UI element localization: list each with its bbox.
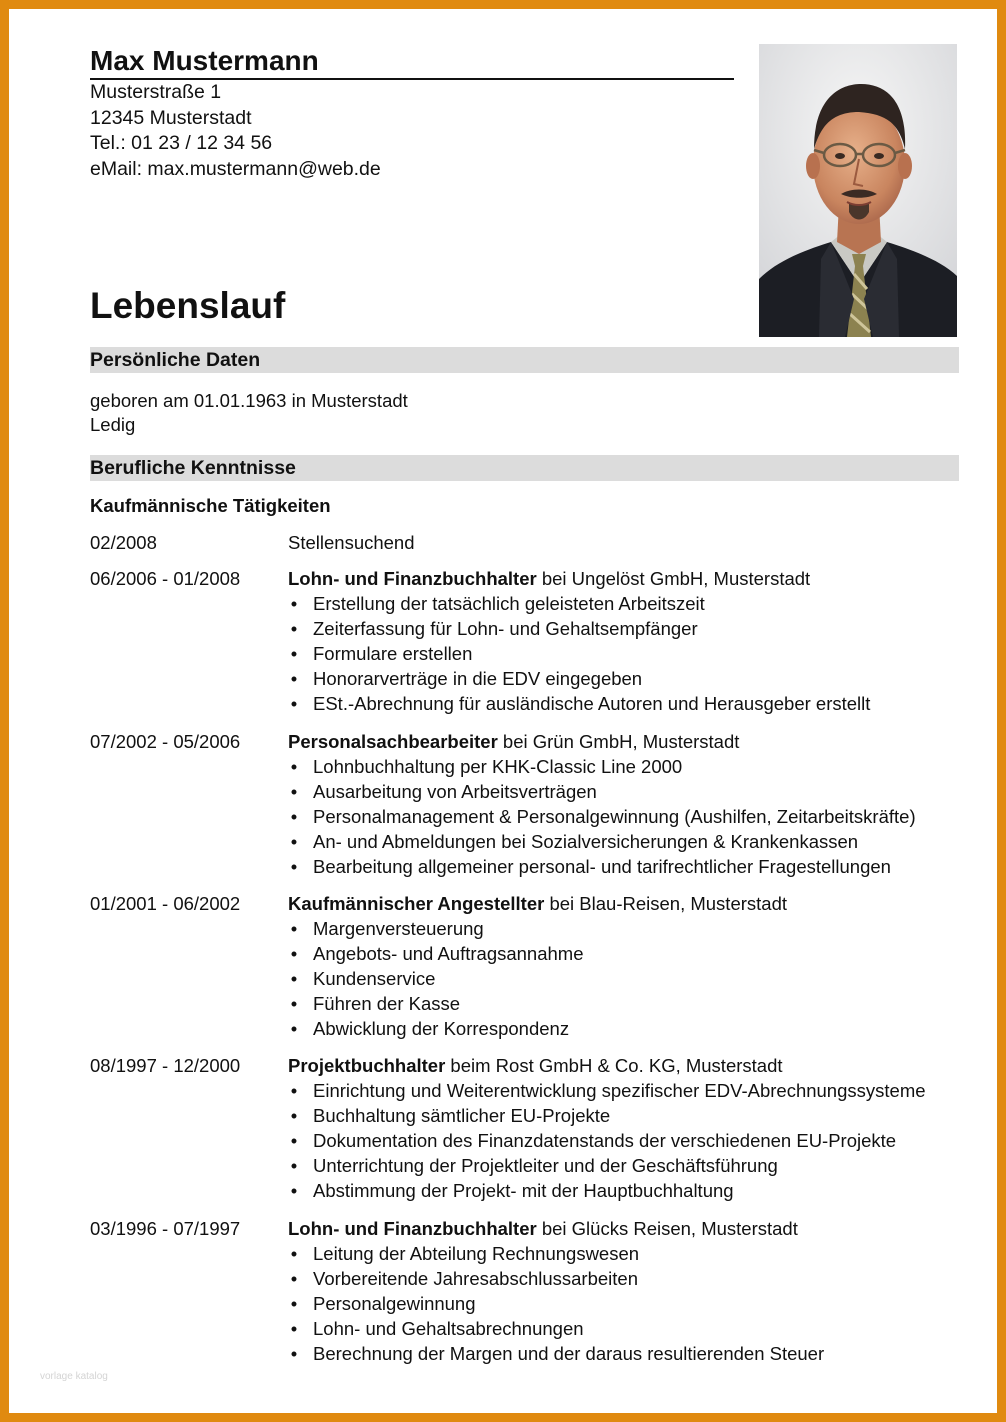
entry-body [288, 1216, 960, 1366]
bullet-icon: • [290, 1018, 298, 1039]
employer-text: Stellensuchend [288, 532, 415, 553]
street-line: Musterstraße 1 [90, 81, 222, 103]
task-item [288, 854, 960, 879]
task-item [288, 916, 960, 941]
task-item [288, 1078, 960, 1103]
job-title: Lohn- und Finanzbuchhalter [288, 1218, 537, 1239]
employer-text: beim Rost GmbH & Co. KG, Musterstadt [445, 1055, 783, 1076]
bullet-icon: • [290, 831, 298, 852]
skills-subheading: Kaufmännische Tätigkeiten [90, 495, 331, 516]
bullet-icon: • [290, 643, 298, 664]
entry-headline [288, 729, 960, 754]
task-text: Abstimmung der Projekt- mit der Hauptbuchhaltung [313, 1180, 734, 1201]
bullet-icon: • [290, 1180, 298, 1201]
entry-date: 06/2006 - 01/2008 [90, 568, 241, 589]
task-item [288, 1103, 960, 1128]
task-text: Unterrichtung der Projektleiter und der Geschäftsführung [313, 1155, 778, 1176]
employer-text: bei Blau-Reisen, Musterstadt [544, 893, 787, 914]
entry-body [288, 729, 960, 879]
bullet-icon: • [290, 1343, 298, 1364]
task-text: Personalgewinnung [313, 1293, 476, 1314]
section-skills-heading: Berufliche Kenntnisse [90, 455, 959, 481]
marital-status: Ledig [90, 414, 136, 435]
bullet-icon: • [290, 1105, 298, 1126]
task-item [288, 754, 960, 779]
applicant-photo [759, 44, 957, 337]
task-item [288, 991, 960, 1016]
task-item [288, 1241, 960, 1266]
task-text: Zeiterfassung für Lohn- und Gehaltsempfänger [313, 618, 698, 639]
task-item [288, 691, 960, 716]
job-title: Projektbuchhalter [288, 1055, 446, 1076]
task-text: Führen der Kasse [313, 993, 461, 1014]
job-title: Personalsachbearbeiter [288, 731, 498, 752]
task-text: Bearbeitung allgemeiner personal- und tarifrechtlicher Fragestellungen [313, 856, 891, 877]
portrait-illustration [759, 44, 957, 337]
bullet-icon: • [290, 993, 298, 1014]
bullet-icon: • [290, 1155, 298, 1176]
bullet-icon: • [290, 593, 298, 614]
bullet-icon: • [290, 1243, 298, 1264]
task-item [288, 616, 960, 641]
employer-text: bei Ungelöst GmbH, Musterstadt [536, 568, 811, 589]
birth-line: geboren am 01.01.1963 in Musterstadt [90, 390, 408, 411]
task-list [288, 754, 960, 879]
task-text: Lohn- und Gehaltsabrechnungen [313, 1318, 584, 1339]
task-item [288, 941, 960, 966]
task-item [288, 966, 960, 991]
task-item [288, 1016, 960, 1041]
task-text: Leitung der Abteilung Rechnungswesen [313, 1243, 640, 1264]
entry-headline [288, 1053, 960, 1078]
bullet-icon: • [290, 668, 298, 689]
phone-line: Tel.: 01 23 / 12 34 56 [90, 132, 273, 154]
bullet-icon: • [290, 618, 298, 639]
bullet-icon: • [290, 1293, 298, 1314]
task-item [288, 666, 960, 691]
bullet-icon: • [290, 968, 298, 989]
task-list [288, 1078, 960, 1203]
task-text: Honorarverträge in die EDV eingegeben [313, 668, 643, 689]
task-text: ESt.-Abrechnung für ausländische Autoren und Herausgeber erstellt [313, 693, 871, 714]
task-item [288, 1341, 960, 1366]
task-text: Abwicklung der Korrespondenz [313, 1018, 570, 1039]
employer-text: bei Glücks Reisen, Musterstadt [536, 1218, 798, 1239]
task-text: Margenversteuerung [313, 918, 484, 939]
task-text: An- und Abmeldungen bei Sozialversicherungen & Krankenkassen [313, 831, 859, 852]
task-item [288, 804, 960, 829]
task-item [288, 779, 960, 804]
employer-text: bei Grün GmbH, Musterstadt [497, 731, 740, 752]
entry-headline [288, 530, 960, 555]
task-list [288, 591, 960, 716]
document-title: Lebenslauf [90, 285, 286, 326]
entry-body [288, 530, 960, 555]
entry-headline [288, 566, 960, 591]
task-item [288, 1153, 960, 1178]
bullet-icon: • [290, 918, 298, 939]
task-list [288, 916, 960, 1041]
personal-data [90, 389, 408, 437]
task-item [288, 591, 960, 616]
bullet-icon: • [290, 1130, 298, 1151]
task-text: Vorbereitende Jahresabschlussarbeiten [313, 1268, 638, 1289]
task-list [288, 1241, 960, 1366]
bullet-icon: • [290, 856, 298, 877]
job-title: Lohn- und Finanzbuchhalter [288, 568, 537, 589]
task-text: Ausarbeitung von Arbeitsverträgen [313, 781, 597, 802]
task-item [288, 1178, 960, 1203]
bullet-icon: • [290, 806, 298, 827]
entry-date: 03/1996 - 07/1997 [90, 1218, 241, 1239]
entry-date: 01/2001 - 06/2002 [90, 893, 241, 914]
entry-headline [288, 1216, 960, 1241]
task-text: Formulare erstellen [313, 643, 473, 664]
task-item [288, 1291, 960, 1316]
task-text: Berechnung der Margen und der daraus resultierenden Steuer [313, 1343, 825, 1364]
entry-date: 08/1997 - 12/2000 [90, 1055, 241, 1076]
bullet-icon: • [290, 943, 298, 964]
entry-headline [288, 891, 960, 916]
job-title: Kaufmännischer Angestellter [288, 893, 545, 914]
task-text: Angebots- und Auftragsannahme [313, 943, 584, 964]
task-text: Personalmanagement & Personalgewinnung (Aushilfen, Zeitarbeitskräfte) [313, 806, 916, 827]
task-text: Dokumentation des Finanzdatenstands der verschiedenen EU-Projekte [313, 1130, 897, 1151]
task-text: Lohnbuchhaltung per KHK-Classic Line 2000 [313, 756, 683, 777]
task-item [288, 1316, 960, 1341]
task-text: Erstellung der tatsächlich geleisteten Arbeitszeit [313, 593, 705, 614]
task-text: Buchhaltung sämtlicher EU-Projekte [313, 1105, 611, 1126]
email-line: eMail: max.mustermann@web.de [90, 157, 381, 180]
entry-body [288, 1053, 960, 1203]
entry-body [288, 891, 960, 1041]
entry-body [288, 566, 960, 716]
bullet-icon: • [290, 1268, 298, 1289]
bullet-icon: • [290, 693, 298, 714]
task-item [288, 829, 960, 854]
task-item [288, 1266, 960, 1291]
watermark: vorlage katalog [40, 1371, 108, 1382]
applicant-name: Max Mustermann [90, 44, 734, 80]
task-item [288, 1128, 960, 1153]
task-text: Kundenservice [313, 968, 436, 989]
entry-date: 02/2008 [90, 532, 157, 553]
city-line: 12345 Musterstadt [90, 106, 252, 129]
task-text: Einrichtung und Weiterentwicklung spezifischer EDV-Abrechnungssysteme [313, 1080, 926, 1101]
task-item [288, 641, 960, 666]
bullet-icon: • [290, 1318, 298, 1339]
bullet-icon: • [290, 756, 298, 777]
entry-date: 07/2002 - 05/2006 [90, 731, 241, 752]
bullet-icon: • [290, 1080, 298, 1101]
section-personal-heading: Persönliche Daten [90, 347, 959, 373]
contact-block [90, 80, 381, 182]
bullet-icon: • [290, 781, 298, 802]
